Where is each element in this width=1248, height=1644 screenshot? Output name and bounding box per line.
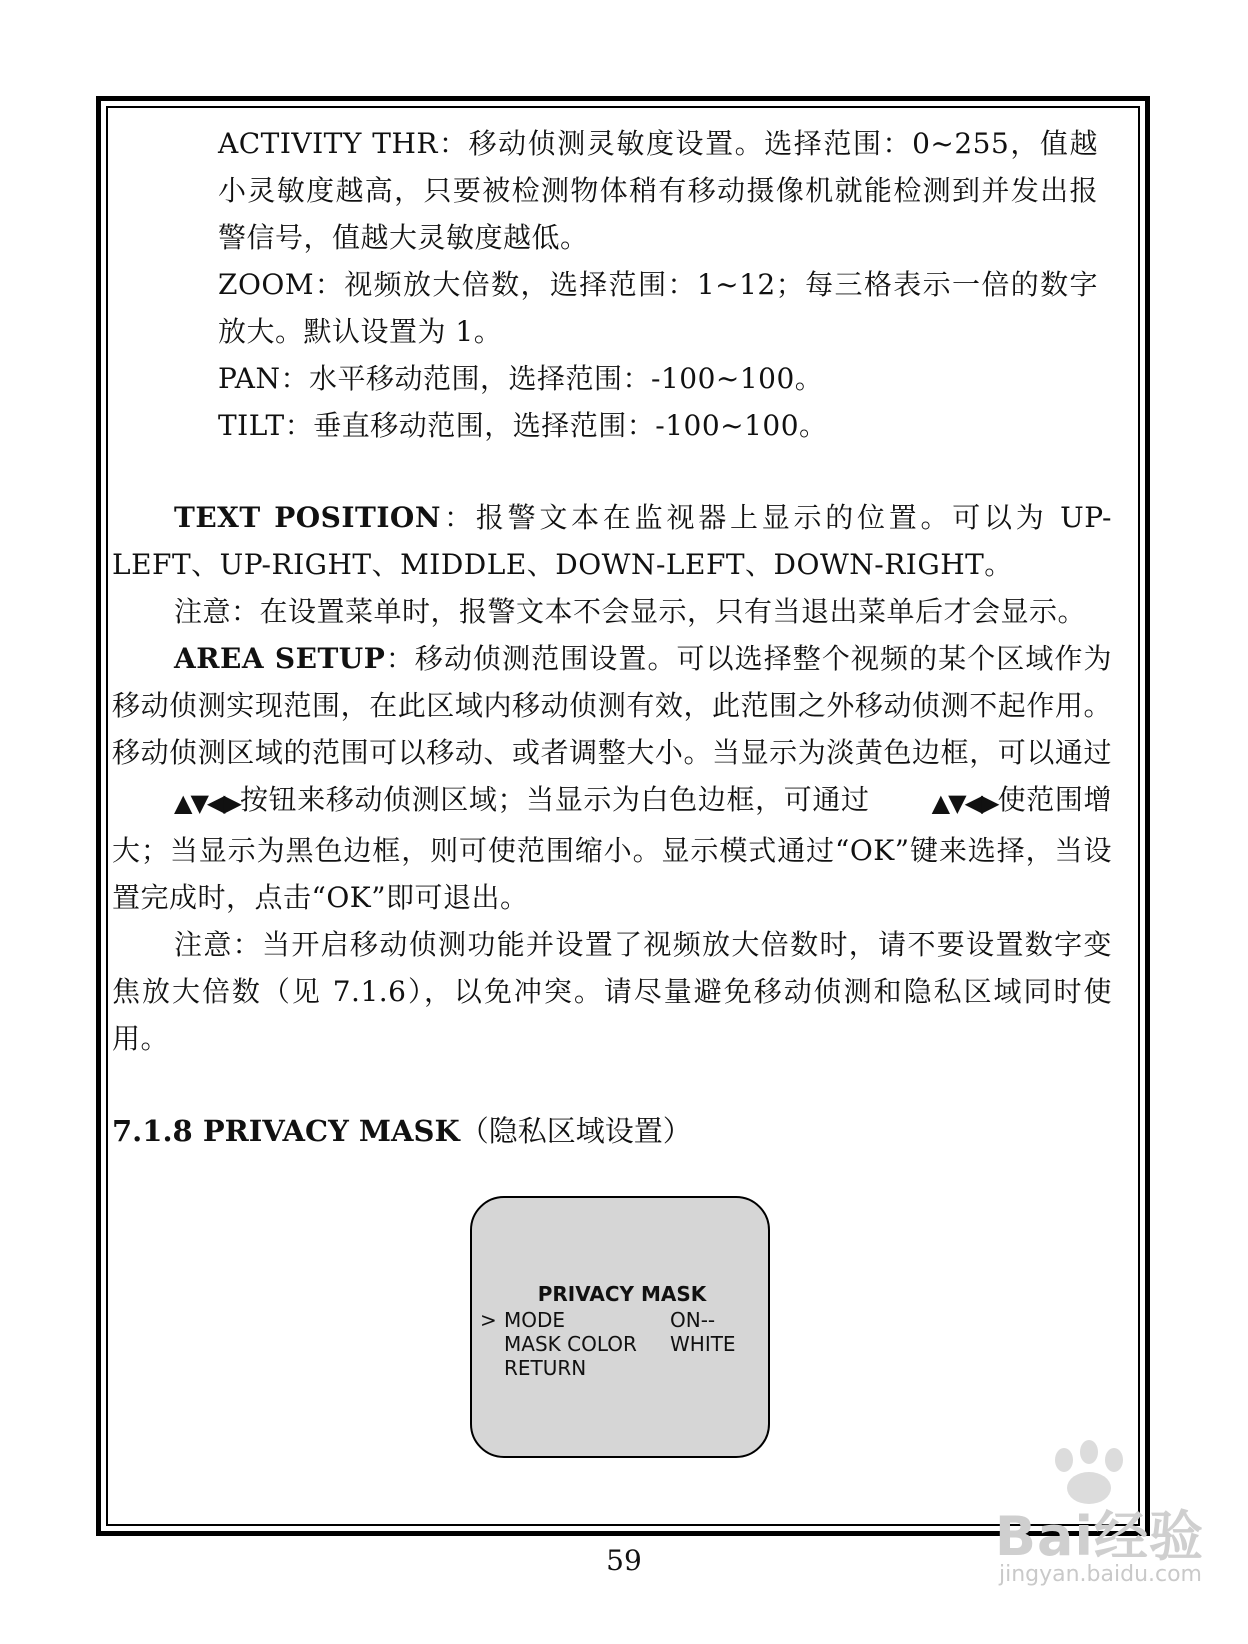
activity-text: ：移动侦测灵敏度设置。选择范围：0~255，值越小灵敏度越高，只要被检测物体稍有移动摄像机就能检测到并发出报警信号，值越大灵敏度越低。 — [218, 127, 1098, 254]
area-paragraph — [112, 635, 1112, 921]
area-term: AREA SETUP — [174, 642, 386, 675]
zoom-text: ：视频放大倍数，选择范围：1~12；每三格表示一倍的数字放大。默认设置为 1。 — [218, 268, 1098, 348]
zoom-term: ZOOM — [218, 268, 315, 301]
watermark-brand: Bai经验 — [994, 1505, 1204, 1568]
section-title: 7.1.8 PRIVACY MASK — [112, 1114, 460, 1148]
osd-label: MASK COLOR — [504, 1332, 637, 1356]
activity-term: ACTIVITY THR — [218, 127, 438, 160]
activity-paragraph — [112, 120, 1098, 261]
cursor-icon: > — [480, 1308, 497, 1332]
osd-label: RETURN — [504, 1356, 587, 1380]
osd-title: PRIVACY MASK — [537, 1282, 707, 1306]
osd-row-return — [480, 1356, 760, 1380]
area-text-2: 按钮来移动侦测区域；当显示为白色边框，可通过 — [239, 783, 870, 816]
osd-row-mode — [480, 1308, 760, 1332]
textpos-paragraph — [112, 494, 1112, 588]
pan-term: PAN — [218, 362, 281, 395]
arrow-keys-icon: ▲▼◀▶ — [931, 789, 998, 817]
area-text-1: ：移动侦测范围设置。可以选择整个视频的某个区域作为移动侦测实现范围，在此区域内移动侦测有效，此范围之外移动侦测不起作用。移动侦测区域的范围可以移动、或者调整大小。当显示为淡黄色边框，可以通过 — [112, 642, 1112, 769]
textpos-text: ：报警文本在监视器上显示的位置。可以为 UP-LEFT、UP-RIGHT、MIDDLE、DOWN-LEFT、DOWN-RIGHT。 — [112, 501, 1112, 581]
watermark-url: jingyan.baidu.com — [998, 1562, 1202, 1587]
osd-value: WHITE — [670, 1332, 736, 1356]
pan-paragraph — [112, 355, 1098, 402]
arrow-keys-icon: ▲▼◀▶ — [174, 789, 240, 817]
osd-label: MODE — [504, 1308, 566, 1332]
osd-value: ON-- — [670, 1308, 716, 1332]
tilt-term: TILT — [218, 409, 285, 442]
tilt-paragraph — [112, 402, 1098, 449]
area-text-3: 使范围增大；当显示为黑色边框，则可使范围缩小。显示模式通过“OK”键来选择，当设置完成时，点击“OK”即可退出。 — [112, 783, 1112, 914]
page-number: 59 — [606, 1544, 642, 1577]
note2-paragraph: 注意：当开启移动侦测功能并设置了视频放大倍数时，请不要设置数字变焦放大倍数（见 7.1.6），以免冲突。请尽量避免移动侦测和隐私区域同时使用。 — [112, 928, 1112, 1055]
textpos-term: TEXT POSITION — [174, 501, 441, 534]
baidu-watermark — [904, 1438, 1204, 1588]
section-subtitle: （隐私区域设置） — [459, 1114, 692, 1148]
osd-menu-screen — [470, 1196, 770, 1458]
tilt-text: ：垂直移动范围，选择范围：-100~100。 — [284, 409, 828, 442]
pan-text: ：水平移动范围，选择范围：-100~100。 — [280, 362, 824, 395]
osd-row-mask-color — [480, 1332, 760, 1356]
zoom-paragraph — [112, 261, 1098, 355]
note1-paragraph: 注意：在设置菜单时，报警文本不会显示，只有当退出菜单后才会显示。 — [174, 595, 1087, 628]
section-heading — [112, 1108, 1112, 1155]
page-content — [112, 120, 1112, 1155]
